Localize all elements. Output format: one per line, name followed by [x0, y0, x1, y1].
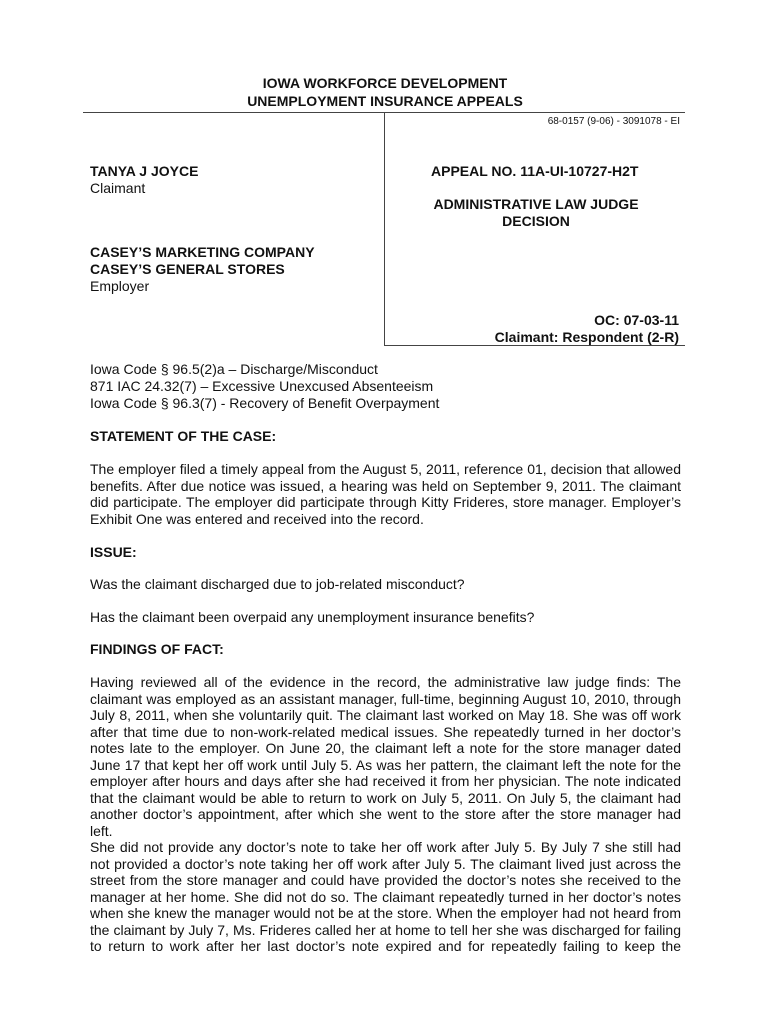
- paragraph-line: The employer filed a timely appeal from the August 5, 2011, reference 01, decision that allowed: [90, 461, 681, 477]
- paragraph-line: employer after hours and days after she had received it from her physician. The note indicated: [90, 773, 681, 789]
- paragraph-line: July 8, 2011, when she voluntarily quit. The claimant last worked on May 18. She was off work: [90, 707, 681, 723]
- paragraph-line: Having reviewed all of the evidence in the record, the administrative law judge finds: The: [90, 674, 681, 690]
- paragraph-line: manager at her home. She did not do so. The claimant repeatedly turned in her doctor’s notes: [90, 888, 681, 905]
- paragraph-line: to return to work after her last doctor’s note expired and for repeatedly failing to keep the: [90, 938, 681, 954]
- issue-question: Was the claimant discharged due to job-related misconduct?: [90, 576, 465, 592]
- decision-title-line2: DECISION: [502, 213, 570, 229]
- findings-heading: FINDINGS OF FACT:: [90, 641, 224, 657]
- paragraph-line: Exhibit One was entered and received into the record.: [90, 510, 424, 527]
- paragraph-line: benefits. After due notice was issued, a hearing was held on September 9, 2011. The claimant: [90, 477, 681, 494]
- paragraph-line: after that time due to non-work-related medical issues. She repeatedly turned in her doctor’s: [90, 723, 681, 740]
- employer-role: Employer: [90, 278, 150, 294]
- issue-question: Has the claimant been overpaid any unemployment insurance benefits?: [90, 609, 535, 625]
- case-status-block: [495, 312, 679, 346]
- decision-title-line1: ADMINISTRATIVE LAW JUDGE: [433, 196, 639, 212]
- paragraph-line: She did not provide any doctor’s note to take her off work after July 5. By July 7 she still had: [90, 839, 681, 855]
- citation-list: [90, 361, 681, 412]
- citation: Iowa Code § 96.5(2)a – Discharge/Misconduct: [90, 361, 378, 377]
- oc-date: OC: 07-03-11: [594, 312, 679, 328]
- claimant-block: [90, 163, 198, 197]
- paragraph-line: another doctor’s appointment, after which she went to the store after the store manager had left.: [90, 806, 681, 839]
- employer-name: CASEY’S MARKETING COMPANY: [90, 244, 315, 260]
- form-number: 68-0157 (9-06) - 3091078 - EI: [547, 116, 680, 127]
- paragraph-line: not provided a doctor’s note taking her off work after July 5. The claimant lived just across the: [90, 855, 681, 872]
- paragraph-line: that the claimant would be able to return to work on July 5, 2011. On July 5, the claimant had: [90, 789, 681, 806]
- findings-paragraph: [90, 674, 681, 955]
- citation: Iowa Code § 96.3(7) - Recovery of Benefit Overpayment: [90, 395, 440, 411]
- statement-paragraph: [90, 461, 681, 527]
- claimant-status: Claimant: Respondent (2-R): [494, 329, 679, 345]
- statement-heading: STATEMENT OF THE CASE:: [90, 428, 277, 444]
- paragraph-line: the claimant by July 7, Ms. Frideres called her at home to tell her she was discharged for failing: [90, 921, 681, 938]
- paragraph-line: did participate. The employer did participate through Kitty Frideres, store manager. Employer’s: [90, 494, 681, 510]
- agency-name: IOWA WORKFORCE DEVELOPMENT: [262, 75, 508, 91]
- citation: 871 IAC 24.32(7) – Excessive Unexcused Absenteeism: [90, 378, 434, 394]
- decision-title: [386, 196, 686, 230]
- employer-block: [90, 244, 315, 295]
- paragraph-line: street from the store manager and could have provided the doctor’s notes she received to the: [90, 872, 681, 888]
- employer-name-alt: CASEY’S GENERAL STORES: [90, 261, 285, 277]
- agency-division: UNEMPLOYMENT INSURANCE APPEALS: [247, 93, 523, 109]
- paragraph-line: when she knew the manager would not be at the store. When the employer had not heard from: [90, 905, 681, 921]
- claimant-name: TANYA J JOYCE: [90, 163, 199, 179]
- paragraph-line: June 17 that kept her off work until July 5. As was her pattern, the claimant left the note for the: [90, 756, 681, 773]
- column-divider: [384, 112, 385, 345]
- issue-heading: ISSUE:: [90, 544, 137, 560]
- appeal-number: APPEAL NO. 11A-UI-10727-H2T: [431, 163, 639, 179]
- paragraph-line: claimant was employed as an assistant manager, full-time, beginning August 10, 2010, through: [90, 690, 681, 707]
- paragraph-line: notes late to the employer. On June 20, the claimant left a note for the store manager dated: [90, 740, 681, 756]
- claimant-role: Claimant: [90, 180, 146, 196]
